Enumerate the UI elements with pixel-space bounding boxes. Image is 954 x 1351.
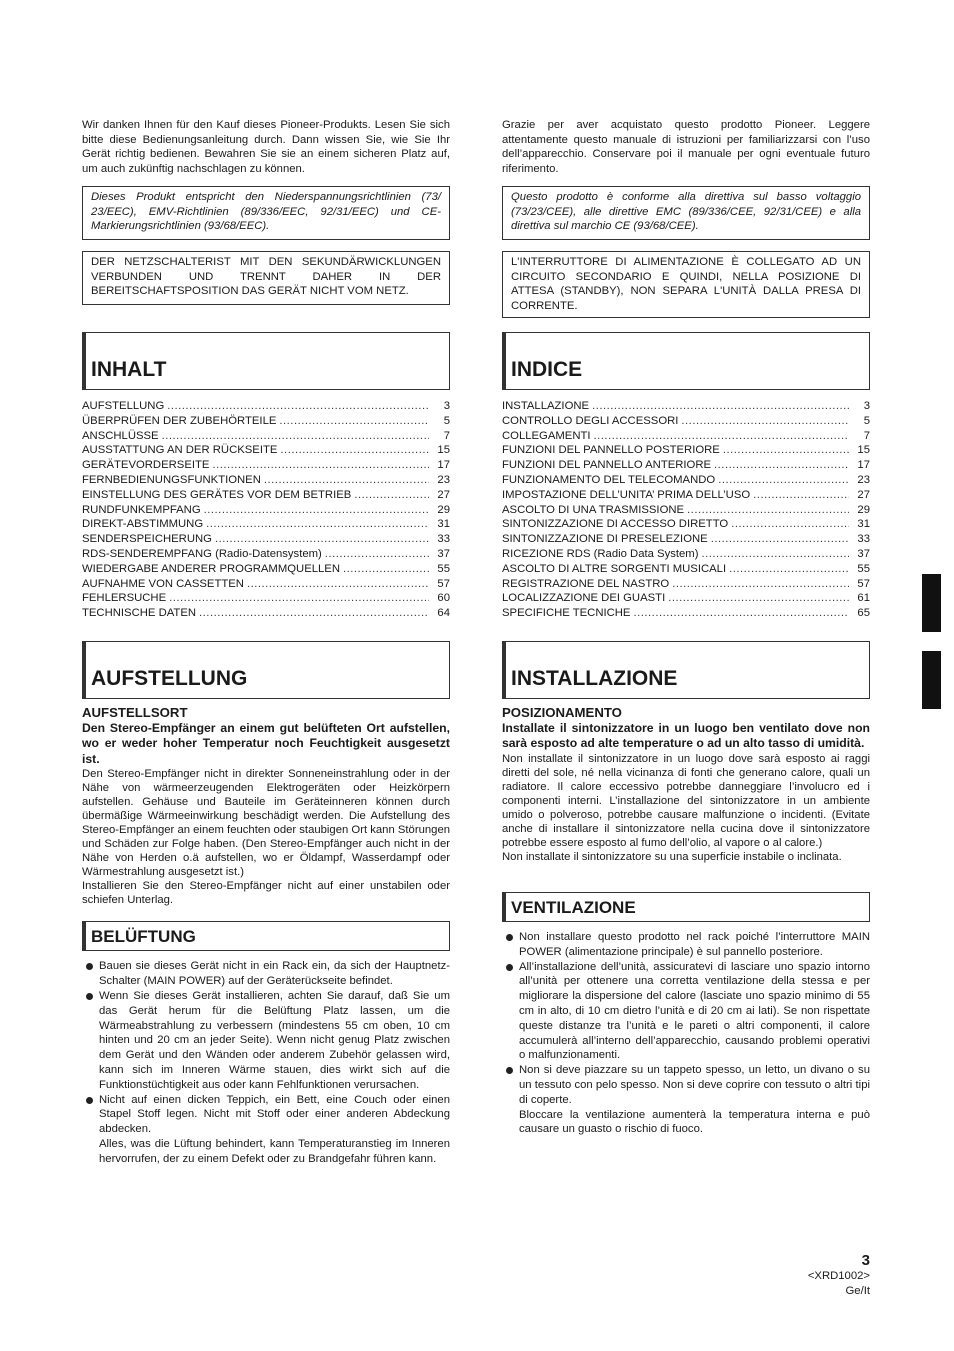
toc-leader-dots: [162, 429, 429, 444]
toc-leader-dots: [167, 399, 429, 414]
toc-entry-page: 37: [437, 547, 450, 560]
toc-leader-dots: [247, 577, 429, 592]
location-lead: Installate il sintonizzatore in un luogo ben ventilato dove non sarà esposto ad alte temperature o ad un alto tasso di umidità.: [502, 720, 870, 751]
power-notice: L'INTERRUTTORE DI ALIMENTAZIONE È COLLEGATO AD UN CIRCUITO SECONDARIO E QUINDI, NELLA POSIZIONE DI ATTESA (STANDBY), NON SEPARA L'UNITÀ DALLA PRESA DI CORRENTE.: [502, 251, 870, 318]
toc-leader-dots: [731, 517, 849, 532]
toc-entry: [502, 577, 870, 592]
language-code: Ge/It: [845, 1285, 870, 1297]
toc-entry: [502, 503, 870, 518]
toc-leader-dots: [592, 399, 849, 414]
bullet-item: [82, 959, 450, 989]
toc-entry-label: EINSTELLUNG DES GERÄTES VOR DEM BETRIEB: [82, 488, 352, 501]
toc-entry-label: TECHNISCHE DATEN: [82, 607, 197, 620]
bullet-text: Wenn Sie dieses Gerät installieren, achten Sie darauf, daß Sie um das Gerät herum für die Belüftung Platz lassen, um die Wärmeabstrahlung zu verbessern (mindestens 55 cm oben, 10 cm hinten und 20 cm an jeder Seite). Wenn nicht genug Platz zwischen dem Gerät und den Wänden oder anderem Zubehör gelassen wird, kann sich im Inneren Wärme stauen, dies wirkt sich auf die Funktionstüchtigkeit aus oder kann Fehlfunktionen verursachen.: [99, 990, 450, 1091]
directive-notice: Dieses Produkt entspricht den Niederspannungsrichtlinien (73/ 23/EEC), EMV-Richtlinien (89/336/EEC, 92/31/EEC) und CE-Markierungsrichtlinien (93/68/EEC).: [82, 186, 450, 240]
contents-title: INDICE: [511, 358, 583, 381]
contents-heading: [502, 332, 870, 390]
page-footer: [808, 1252, 870, 1299]
toc-entry-label: FUNZIONI DEL PANNELLO ANTERIORE: [502, 459, 712, 472]
location-body-2: Non installate il sintonizzatore su una superficie instabile o inclinata.: [502, 850, 842, 863]
section-tab-lower: [922, 651, 941, 709]
toc-leader-dots: [325, 547, 429, 562]
toc-entry-page: 7: [443, 429, 450, 442]
toc-entry: [82, 429, 450, 444]
model-code: <XRD1002>: [807, 1270, 870, 1282]
toc-entry: [82, 443, 450, 458]
ventilation-list: [502, 930, 870, 1137]
toc-entry-page: 5: [443, 414, 450, 427]
toc-leader-dots: [212, 458, 429, 473]
section-tab-upper: [922, 574, 941, 632]
bullet-text: Nicht auf einen dicken Teppich, ein Bett, eine Couch oder einen Stapel Stoff legen. Nicht mit Stoff oder einer anderen Abdeckung abdecken.: [99, 1093, 450, 1136]
location-body: Den Stereo-Empfänger nicht in direkter Sonneneinstrahlung oder in der Nähe von wärmeerzeugenden Elektrogeräten oder Heizkörpern aufstellen. Gehäuse und Bauteile im Geräteinneren können durch übermäßige Wärmeeinwirkung beschädigt werden. Die Aufstellung des Stereo-Empfänger an einem feuchten oder staubigen Ort kann Störungen und Schäden zur Folge haben. (Den Stereo-Empfänger auch nicht in der Nähe von Herden o.ä aufstellen, wo er Öldampf, Wasserdampf oder Wärmestrahlung ausgesetzt ist.): [82, 768, 451, 879]
page-number: 3: [861, 1252, 870, 1269]
toc-entry-label: RICEZIONE RDS (Radio Data System): [502, 547, 699, 560]
location-body: Non installate il sintonizzatore in un luogo dove sarà esposto ai raggi diretti del sole, né nella vicinanza di fonti che generano calore, quali un radiatore. Il calore eccessivo potrebbe danneggiare l’involucro ed i componenti interni. L’installazione del sintonizzatore in un ambiente umido o polveroso, potrebbe causare malfunzione o incidenti. (Evitate anche di installare il sintonizzatore nella cucina dove il sintonizzatore potrebbe essere esposto al fumo dell’olio, al vapore o al calore.): [502, 752, 870, 849]
toc-leader-dots: [729, 562, 849, 577]
toc-entry-label: DIREKT-ABSTIMMUNG: [82, 518, 204, 531]
bullet-item: [502, 1063, 870, 1137]
toc-entry: [82, 458, 450, 473]
toc-leader-dots: [718, 473, 849, 488]
table-of-contents: [502, 399, 870, 621]
toc-entry-label: FEHLERSUCHE: [82, 592, 167, 605]
toc-entry-page: 33: [857, 533, 870, 546]
bullet-icon: [506, 1067, 513, 1074]
toc-entry-label: COLLEGAMENTI: [502, 429, 591, 442]
toc-entry-label: INSTALLAZIONE: [502, 400, 590, 412]
toc-entry: [82, 473, 450, 488]
directive-notice: Questo prodotto è conforme alla direttiva sul basso voltaggio (73/23/CEE), alle direttive EMC (89/336/CEE, 92/31/CEE) e alla direttiva sul marchio CE (93/68/CEE).: [502, 186, 870, 240]
toc-leader-dots: [215, 532, 429, 547]
toc-entry-page: 57: [857, 577, 870, 590]
toc-entry-label: REGISTRAZIONE DEL NASTRO: [502, 577, 670, 590]
setup-heading: [82, 641, 450, 699]
toc-entry-page: 61: [857, 592, 870, 605]
contents-heading: [82, 332, 450, 390]
toc-entry-page: 33: [437, 533, 450, 546]
toc-entry: [502, 517, 870, 532]
bullet-item: [82, 1093, 450, 1167]
toc-entry: [82, 606, 450, 621]
toc-entry-page: 29: [437, 503, 450, 516]
bullet-icon: [86, 1097, 93, 1104]
bullet-text: Bauen sie dieses Gerät nicht in ein Rack ein, da sich der Hauptnetz-Schalter (MAIN POWER) auf der Geräterückseite befindet.: [99, 960, 450, 988]
toc-entry: [502, 443, 870, 458]
toc-entry-label: AUFSTELLUNG: [82, 400, 165, 412]
toc-leader-dots: [681, 414, 849, 429]
bullet-extra-text: Bloccare la ventilazione aumenterà la temperatura interna e può causare un guasto o rischio di fuoco.: [519, 1108, 870, 1136]
toc-entry-page: 31: [437, 518, 450, 531]
bullet-item: [502, 930, 870, 960]
toc-leader-dots: [199, 606, 429, 621]
toc-leader-dots: [279, 414, 429, 429]
toc-leader-dots: [714, 458, 849, 473]
toc-entry-label: GERÄTEVORDERSEITE: [82, 459, 210, 472]
toc-leader-dots: [594, 429, 849, 444]
toc-entry-page: 37: [857, 547, 870, 560]
toc-entry-label: SENDERSPEICHERUNG: [82, 533, 212, 546]
toc-entry-label: LOCALIZZAZIONE DEI GUASTI: [502, 592, 666, 605]
location-heading: AUFSTELLSORT: [82, 704, 188, 720]
toc-entry-page: 64: [437, 607, 450, 620]
toc-entry: [502, 532, 870, 547]
italian-column: [502, 118, 870, 1137]
toc-entry: [82, 547, 450, 562]
toc-entry-page: 3: [443, 400, 450, 412]
toc-entry-page: 55: [857, 562, 870, 575]
toc-entry: [502, 606, 870, 621]
toc-entry-label: ASCOLTO DI UNA TRASMISSIONE: [502, 503, 685, 516]
toc-leader-dots: [723, 443, 849, 458]
toc-entry-page: 3: [863, 400, 870, 412]
power-notice: DER NETZSCHALTERIST MIT DEN SEKUNDÄRWICKLUNGEN VERBUNDEN UND TRENNT DAHER IN DER BEREITSCHAFTSPOSITION DAS GERÄT NICHT VOM NETZ.: [82, 251, 450, 305]
ventilation-heading: [82, 921, 450, 951]
location-heading: POSIZIONAMENTO: [502, 704, 622, 720]
toc-entry-page: 65: [857, 607, 870, 620]
toc-entry: [82, 488, 450, 503]
toc-entry-label: SPECIFICHE TECNICHE: [502, 607, 631, 620]
toc-entry: [502, 399, 870, 414]
table-of-contents: [82, 399, 450, 621]
toc-entry: [502, 547, 870, 562]
toc-entry: [82, 577, 450, 592]
toc-entry: [502, 488, 870, 503]
toc-entry-label: ANSCHLÜSSE: [82, 429, 159, 442]
toc-entry: [82, 399, 450, 414]
toc-entry-label: ASCOLTO DI ALTRE SORGENTI MUSICALI: [502, 562, 727, 575]
toc-entry-label: IMPOSTAZIONE DELL’UNITA’ PRIMA DELL’USO: [502, 488, 751, 501]
toc-entry-label: SINTONIZZAZIONE DI PRESELEZIONE: [502, 533, 708, 546]
toc-entry-label: ÜBERPRÜFEN DER ZUBEHÖRTEILE: [82, 414, 277, 427]
toc-leader-dots: [169, 591, 429, 606]
toc-entry-page: 15: [857, 444, 870, 457]
bullet-extra-text: Alles, was die Lüftung behindert, kann Temperaturanstieg im Inneren hervorrufen, der zu einem Defekt oder zu Brandgefahr führen kann.: [99, 1138, 450, 1165]
toc-entry: [502, 414, 870, 429]
toc-entry-label: SINTONIZZAZIONE DI ACCESSO DIRETTO: [502, 518, 729, 531]
toc-entry-page: 27: [857, 488, 870, 501]
bullet-icon: [86, 993, 93, 1000]
toc-leader-dots: [753, 488, 849, 503]
toc-leader-dots: [672, 577, 849, 592]
toc-leader-dots: [264, 473, 429, 488]
toc-entry-page: 7: [863, 429, 870, 442]
toc-entry: [82, 532, 450, 547]
toc-leader-dots: [206, 517, 429, 532]
toc-entry-label: RUNDFUNKEMPFANG: [82, 503, 201, 516]
setup-heading: [502, 641, 870, 699]
toc-entry-page: 15: [437, 444, 450, 457]
toc-leader-dots: [701, 547, 849, 562]
toc-entry: [82, 503, 450, 518]
toc-entry: [502, 458, 870, 473]
toc-entry-page: 23: [437, 473, 450, 486]
toc-leader-dots: [687, 503, 849, 518]
bullet-text: Non si deve piazzare su un tappeto spesso, un letto, un divano o su un tessuto con pelo spesso. Non si deve coprire con tessuto o altri tipi di coperte.: [519, 1064, 870, 1106]
setup-title: INSTALLAZIONE: [511, 666, 678, 690]
bullet-text: All’installazione dell’unità, assicuratevi di lasciare uno spazio intorno all’unità per ottenere una corretta ventilazione della stessa e per migliorare la dispersione del calore (lasciate uno spazio minimo di 55 cm in alto, di 10 cm dietro l’unità e di 20 cm ai lati). Se non rispettate queste distanze tra l’unità e le pareti o altri componenti, il calore accumulerà all’interno dell’apparecchio, causando problemi operativi o malfunzionamenti.: [519, 960, 870, 1062]
toc-leader-dots: [354, 488, 429, 503]
toc-entry-label: AUFNAHME VON CASSETTEN: [82, 577, 244, 590]
toc-entry: [502, 591, 870, 606]
toc-entry-page: 17: [857, 459, 870, 472]
toc-entry-page: 57: [437, 577, 450, 590]
intro-text: Grazie per aver acquistato questo prodotto Pioneer. Leggere attentamente questo manuale di istruzioni per familiarizzarsi con l’uso dell’apparecchio. Conservare poi il manuale per ogni eventuale futuro riferimento.: [502, 119, 870, 175]
toc-entry-page: 27: [437, 488, 450, 501]
toc-entry-label: CONTROLLO DEGLI ACCESSORI: [502, 414, 679, 427]
toc-leader-dots: [711, 532, 849, 547]
toc-entry-label: FERNBEDIENUNGSFUNKTIONEN: [82, 473, 261, 486]
bullet-item: [82, 989, 450, 1093]
toc-entry: [82, 517, 450, 532]
toc-entry: [82, 591, 450, 606]
bullet-icon: [86, 963, 93, 970]
toc-entry: [82, 562, 450, 577]
bullet-icon: [506, 964, 513, 971]
toc-entry-page: 29: [857, 503, 870, 516]
toc-entry: [82, 414, 450, 429]
ventilation-title: VENTILAZIONE: [511, 897, 636, 917]
toc-entry-label: WIEDERGABE ANDERER PROGRAMMQUELLEN: [82, 562, 340, 575]
ventilation-title: BELÜFTUNG: [91, 927, 196, 947]
toc-entry-label: FUNZIONAMENTO DEL TELECOMANDO: [502, 473, 716, 486]
setup-title: AUFSTELLUNG: [91, 666, 248, 690]
toc-leader-dots: [343, 562, 429, 577]
contents-title: INHALT: [91, 358, 167, 381]
toc-leader-dots: [633, 606, 849, 621]
bullet-item: [502, 960, 870, 1064]
toc-entry-page: 5: [863, 414, 870, 427]
location-body-2: Installieren Sie den Stereo-Empfänger nicht auf einer unstabilen oder schiefen Unterlag.: [82, 880, 450, 907]
toc-entry-page: 31: [857, 518, 870, 531]
german-column: [82, 118, 450, 1167]
toc-leader-dots: [204, 503, 429, 518]
toc-entry-page: 23: [857, 473, 870, 486]
toc-entry: [502, 473, 870, 488]
bullet-icon: [506, 934, 513, 941]
toc-entry-label: FUNZIONI DEL PANNELLO POSTERIORE: [502, 444, 720, 457]
toc-entry-label: AUSSTATTUNG AN DER RÜCKSEITE: [82, 444, 278, 457]
toc-entry-page: 60: [437, 592, 450, 605]
toc-leader-dots: [668, 591, 849, 606]
toc-entry-label: RDS-SENDEREMPFANG (Radio-Datensystem): [82, 547, 322, 560]
toc-leader-dots: [280, 443, 429, 458]
ventilation-list: [82, 959, 450, 1166]
toc-entry-page: 17: [437, 459, 450, 472]
toc-entry: [502, 429, 870, 444]
location-lead: Den Stereo-Empfänger an einem gut belüfteten Ort aufstellen, wo er weder hoher Temperatur noch Feuchtigkeit ausgesetzt ist.: [82, 720, 450, 766]
bullet-text: Non installare questo prodotto nel rack poiché l’interruttore MAIN POWER (alimentazione principale) è sul pannello posteriore.: [519, 930, 870, 958]
toc-entry-page: 55: [437, 562, 450, 575]
ventilation-heading: [502, 892, 870, 922]
intro-text: Wir danken Ihnen für den Kauf dieses Pioneer-Produkts. Lesen Sie sich bitte diese Bedienungsanleitung durch. Dann wissen Sie, wie Sie Ihr Gerät richtig bedienen. Bewahren Sie sie an einem sicheren Platz auf, um auch zukünftig nachschlagen zu können.: [82, 119, 450, 175]
toc-entry: [502, 562, 870, 577]
